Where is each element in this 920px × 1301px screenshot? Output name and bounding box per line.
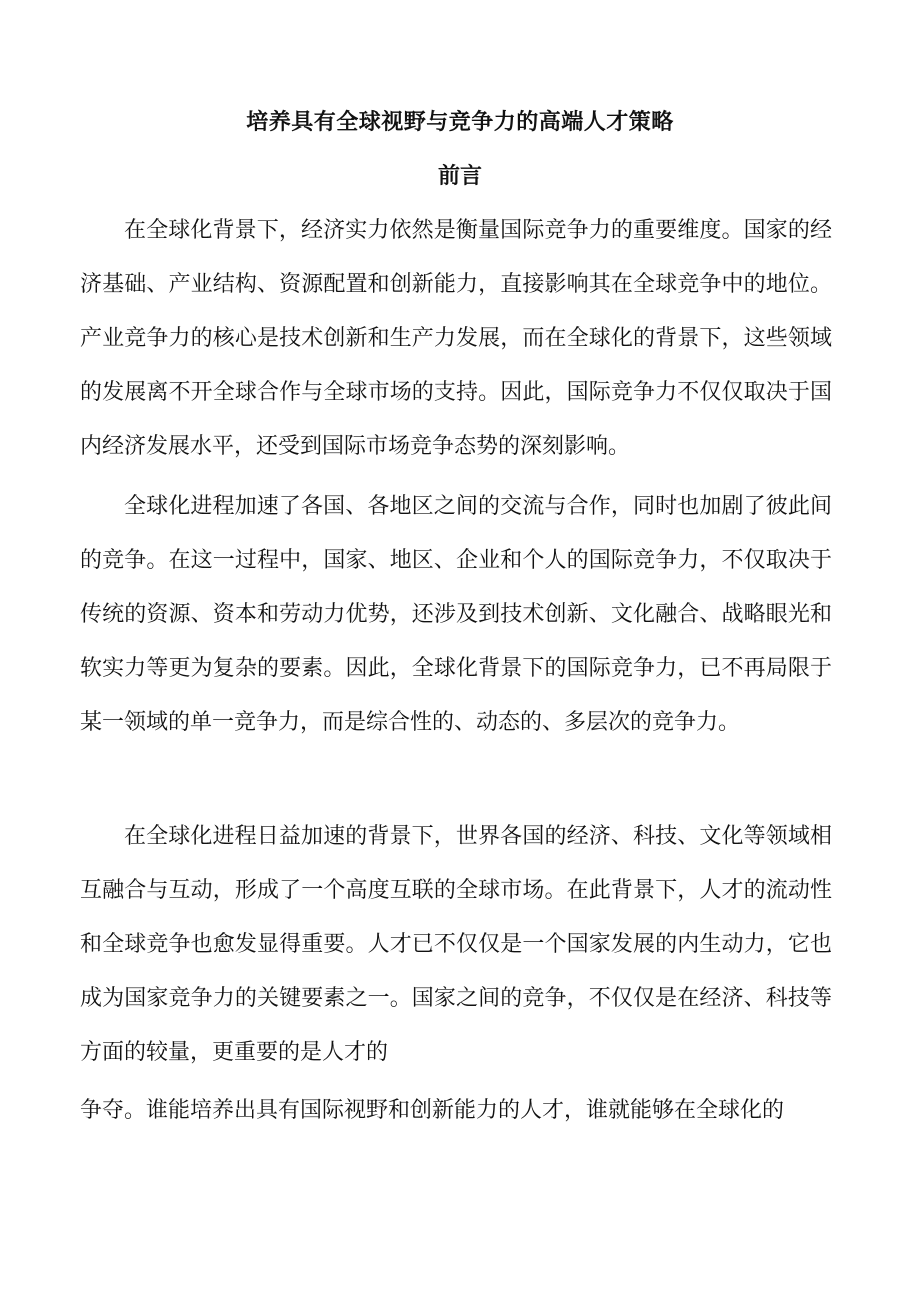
document-title: 培养具有全球视野与竞争力的高端人才策略 (246, 109, 674, 135)
paragraph-4: 争夺。谁能培养出具有国际视野和创新能力的人才，谁就能够在全球化的 (80, 1098, 785, 1123)
section-heading: 前言 (437, 163, 482, 189)
paragraph-3: 在全球化进程日益加速的背景下，世界各国的经济、科技、文化等领域相互融合与互动，形成了一个高度互联的全球市场。在此背景下，人才的流动性和全球竞争也愈发显得重要。人才已不仅仅是一个国家发展的内生动力，它也成为国家竞争力的关键要素之一。国家之间的竞争，不仅仅是在经济、科技等方面的较量，更重要的是人才的 (80, 824, 832, 1065)
paragraph-1: 在全球化背景下，经济实力依然是衡量国际竞争力的重要维度。国家的经济基础、产业结构、资源配置和创新能力，直接影响其在全球竞争中的地位。产业竞争力的核心是技术创新和生产力发展，而在全球化的背景下，这些领域的发展离不开全球合作与全球市场的支持。因此，国际竞争力不仅仅取决于国内经济发展水平，还受到国际市场竞争态势的深刻影响。 (80, 218, 832, 459)
paragraph-2: 全球化进程加速了各国、各地区之间的交流与合作，同时也加剧了彼此间的竞争。在这一过程中，国家、地区、企业和个人的国际竞争力，不仅取决于传统的资源、资本和劳动力优势，还涉及到技术创新、文化融合、战略眼光和软实力等更为复杂的要素。因此，全球化背景下的国际竞争力，已不再局限于某一领域的单一竞争力，而是综合性的、动态的、多层次的竞争力。 (80, 494, 832, 735)
